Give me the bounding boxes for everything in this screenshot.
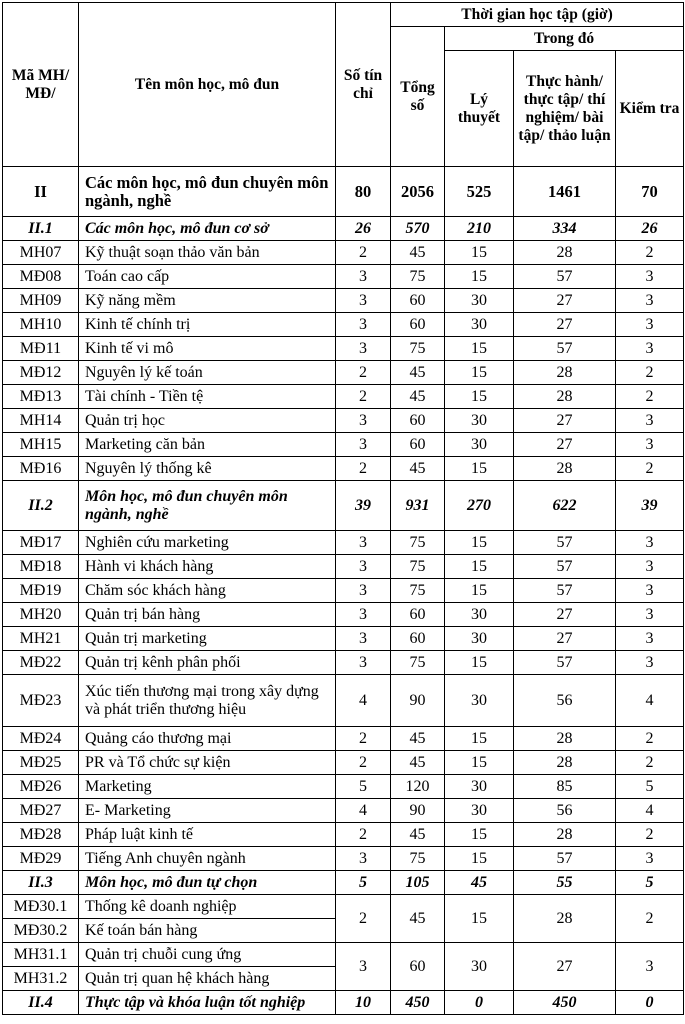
cell-exam: 3 (616, 627, 684, 651)
table-row (3, 799, 684, 823)
group-credits: 26 (336, 217, 391, 241)
group-total: 105 (391, 871, 445, 895)
cell-code: MĐ17 (3, 531, 79, 555)
cell-theory: 30 (445, 433, 514, 457)
cell-exam: 2 (616, 361, 684, 385)
cell-name: Pháp luật kinh tế (79, 823, 336, 847)
cell-total: 75 (391, 555, 445, 579)
section-total: 2056 (391, 167, 445, 217)
cell-total: 75 (391, 651, 445, 675)
cell-practice: 57 (514, 531, 616, 555)
cell-practice: 27 (514, 943, 616, 991)
cell-name: Quản trị chuỗi cung ứng (79, 943, 336, 967)
cell-code: MH15 (3, 433, 79, 457)
cell-name: Kinh tế chính trị (79, 313, 336, 337)
col-header-theory: Lý thuyết (445, 51, 514, 167)
cell-total: 45 (391, 241, 445, 265)
group-name: Thực tập và khóa luận tốt nghiệp (79, 991, 336, 1015)
cell-credits: 3 (336, 265, 391, 289)
col-header-time-group: Thời gian học tập (giờ) (391, 3, 684, 27)
group-theory: 270 (445, 481, 514, 531)
cell-theory: 15 (445, 361, 514, 385)
cell-exam: 3 (616, 313, 684, 337)
table-row (3, 531, 684, 555)
group-row (3, 991, 684, 1015)
cell-total: 75 (391, 579, 445, 603)
cell-practice: 28 (514, 823, 616, 847)
cell-credits: 3 (336, 603, 391, 627)
cell-name: Kinh tế vi mô (79, 337, 336, 361)
cell-practice: 27 (514, 289, 616, 313)
cell-total: 90 (391, 675, 445, 727)
cell-name: E- Marketing (79, 799, 336, 823)
cell-theory: 30 (445, 943, 514, 991)
section-code: II (3, 167, 79, 217)
cell-practice: 27 (514, 433, 616, 457)
cell-credits: 2 (336, 823, 391, 847)
cell-practice: 57 (514, 847, 616, 871)
cell-name: Kỹ thuật soạn thảo văn bản (79, 241, 336, 265)
cell-theory: 30 (445, 313, 514, 337)
col-header-code: Mã MH/ MĐ/ (3, 3, 79, 167)
group-row (3, 871, 684, 895)
cell-practice: 57 (514, 337, 616, 361)
cell-name: Marketing (79, 775, 336, 799)
cell-credits: 2 (336, 361, 391, 385)
cell-credits: 3 (336, 337, 391, 361)
cell-credits: 3 (336, 847, 391, 871)
col-header-exam: Kiểm tra (616, 51, 684, 167)
cell-theory: 30 (445, 603, 514, 627)
cell-code: MĐ13 (3, 385, 79, 409)
group-name: Các môn học, mô đun cơ sở (79, 217, 336, 241)
cell-total: 60 (391, 627, 445, 651)
cell-name: Nghiên cứu marketing (79, 531, 336, 555)
cell-code: MĐ22 (3, 651, 79, 675)
group-exam: 26 (616, 217, 684, 241)
cell-total: 75 (391, 337, 445, 361)
cell-exam: 2 (616, 895, 684, 943)
cell-theory: 15 (445, 727, 514, 751)
col-header-practice: Thực hành/ thực tập/ thí nghiệm/ bài tập/ thảo luận (514, 51, 616, 167)
cell-theory: 30 (445, 775, 514, 799)
cell-total: 60 (391, 409, 445, 433)
cell-theory: 15 (445, 751, 514, 775)
cell-theory: 15 (445, 823, 514, 847)
cell-exam: 2 (616, 823, 684, 847)
cell-name: Kỹ năng mềm (79, 289, 336, 313)
cell-total: 90 (391, 799, 445, 823)
table-row (3, 385, 684, 409)
cell-code: MĐ30.2 (3, 919, 79, 943)
cell-theory: 30 (445, 675, 514, 727)
cell-exam: 2 (616, 751, 684, 775)
cell-code: MĐ26 (3, 775, 79, 799)
col-header-name: Tên môn học, mô đun (79, 3, 336, 167)
cell-practice: 27 (514, 603, 616, 627)
cell-name: Quảng cáo thương mại (79, 727, 336, 751)
cell-name: Quản trị marketing (79, 627, 336, 651)
cell-name: Tài chính - Tiền tệ (79, 385, 336, 409)
cell-name: Quản trị quan hệ khách hàng (79, 967, 336, 991)
table-row (3, 433, 684, 457)
group-credits: 5 (336, 871, 391, 895)
table-row (3, 241, 684, 265)
cell-practice: 27 (514, 313, 616, 337)
group-name: Môn học, mô đun chuyên môn ngành, nghề (79, 481, 336, 531)
group-exam: 5 (616, 871, 684, 895)
elective-row (3, 943, 684, 967)
cell-exam: 3 (616, 289, 684, 313)
cell-practice: 28 (514, 385, 616, 409)
group-theory: 45 (445, 871, 514, 895)
cell-credits: 3 (336, 651, 391, 675)
cell-total: 120 (391, 775, 445, 799)
table-row (3, 361, 684, 385)
table-row (3, 555, 684, 579)
cell-exam: 3 (616, 579, 684, 603)
cell-exam: 3 (616, 337, 684, 361)
cell-credits: 2 (336, 457, 391, 481)
cell-exam: 3 (616, 555, 684, 579)
cell-total: 60 (391, 943, 445, 991)
section-exam: 70 (616, 167, 684, 217)
group-practice: 450 (514, 991, 616, 1015)
cell-credits: 2 (336, 385, 391, 409)
cell-practice: 57 (514, 265, 616, 289)
cell-theory: 15 (445, 385, 514, 409)
table-row (3, 751, 684, 775)
cell-credits: 3 (336, 313, 391, 337)
cell-credits: 3 (336, 943, 391, 991)
table-row (3, 651, 684, 675)
group-total: 931 (391, 481, 445, 531)
group-code: II.2 (3, 481, 79, 531)
col-header-of-which: Trong đó (445, 27, 684, 51)
cell-total: 60 (391, 289, 445, 313)
cell-name: Quản trị học (79, 409, 336, 433)
section-practice: 1461 (514, 167, 616, 217)
table-row (3, 265, 684, 289)
cell-code: MĐ11 (3, 337, 79, 361)
group-name: Môn học, mô đun tự chọn (79, 871, 336, 895)
cell-exam: 3 (616, 409, 684, 433)
cell-practice: 28 (514, 241, 616, 265)
cell-theory: 15 (445, 847, 514, 871)
table-row (3, 823, 684, 847)
cell-name: Chăm sóc khách hàng (79, 579, 336, 603)
cell-credits: 3 (336, 531, 391, 555)
section-name: Các môn học, mô đun chuyên môn ngành, nghề (79, 167, 336, 217)
cell-name: Kế toán bán hàng (79, 919, 336, 943)
cell-exam: 3 (616, 943, 684, 991)
elective-row (3, 895, 684, 919)
cell-theory: 15 (445, 531, 514, 555)
cell-practice: 57 (514, 579, 616, 603)
cell-practice: 85 (514, 775, 616, 799)
cell-name: Nguyên lý thống kê (79, 457, 336, 481)
table-row (3, 337, 684, 361)
cell-credits: 3 (336, 555, 391, 579)
cell-total: 45 (391, 727, 445, 751)
cell-code: MĐ29 (3, 847, 79, 871)
cell-exam: 4 (616, 799, 684, 823)
cell-exam: 2 (616, 385, 684, 409)
cell-code: MĐ12 (3, 361, 79, 385)
group-row (3, 481, 684, 531)
table-row (3, 675, 684, 727)
cell-exam: 3 (616, 651, 684, 675)
cell-credits: 5 (336, 775, 391, 799)
cell-exam: 5 (616, 775, 684, 799)
cell-practice: 57 (514, 651, 616, 675)
group-credits: 39 (336, 481, 391, 531)
table-row (3, 627, 684, 651)
cell-exam: 3 (616, 847, 684, 871)
cell-credits: 3 (336, 627, 391, 651)
cell-theory: 30 (445, 409, 514, 433)
cell-exam: 3 (616, 603, 684, 627)
group-theory: 210 (445, 217, 514, 241)
cell-theory: 30 (445, 799, 514, 823)
group-total: 450 (391, 991, 445, 1015)
cell-code: MH07 (3, 241, 79, 265)
col-header-total: Tổng số (391, 27, 445, 167)
table-row (3, 409, 684, 433)
table-body (3, 167, 684, 1015)
cell-name: Tiếng Anh chuyên ngành (79, 847, 336, 871)
group-credits: 10 (336, 991, 391, 1015)
cell-credits: 4 (336, 799, 391, 823)
table-row (3, 289, 684, 313)
cell-practice: 28 (514, 361, 616, 385)
group-theory: 0 (445, 991, 514, 1015)
cell-credits: 2 (336, 895, 391, 943)
cell-theory: 30 (445, 627, 514, 651)
curriculum-table (2, 2, 684, 1015)
cell-practice: 27 (514, 627, 616, 651)
table-row (3, 603, 684, 627)
cell-exam: 3 (616, 433, 684, 457)
cell-practice: 28 (514, 895, 616, 943)
cell-code: MH21 (3, 627, 79, 651)
cell-theory: 15 (445, 241, 514, 265)
group-code: II.4 (3, 991, 79, 1015)
cell-exam: 3 (616, 531, 684, 555)
cell-total: 45 (391, 751, 445, 775)
cell-practice: 28 (514, 727, 616, 751)
section-row (3, 167, 684, 217)
cell-name: Thống kê doanh nghiệp (79, 895, 336, 919)
cell-practice: 56 (514, 675, 616, 727)
table-row (3, 775, 684, 799)
cell-code: MĐ28 (3, 823, 79, 847)
cell-code: MH31.1 (3, 943, 79, 967)
cell-theory: 15 (445, 457, 514, 481)
cell-credits: 3 (336, 289, 391, 313)
cell-theory: 15 (445, 651, 514, 675)
group-exam: 39 (616, 481, 684, 531)
cell-exam: 2 (616, 727, 684, 751)
col-header-credits: Số tín chỉ (336, 3, 391, 167)
cell-credits: 3 (336, 409, 391, 433)
cell-total: 75 (391, 847, 445, 871)
cell-theory: 30 (445, 289, 514, 313)
cell-code: MH31.2 (3, 967, 79, 991)
group-row (3, 217, 684, 241)
cell-code: MĐ30.1 (3, 895, 79, 919)
group-code: II.3 (3, 871, 79, 895)
cell-total: 60 (391, 433, 445, 457)
cell-code: MĐ19 (3, 579, 79, 603)
cell-theory: 15 (445, 579, 514, 603)
cell-code: MĐ23 (3, 675, 79, 727)
table-row (3, 847, 684, 871)
cell-theory: 15 (445, 337, 514, 361)
cell-theory: 15 (445, 265, 514, 289)
cell-name: Hành vi khách hàng (79, 555, 336, 579)
cell-credits: 4 (336, 675, 391, 727)
cell-credits: 3 (336, 433, 391, 457)
cell-practice: 28 (514, 457, 616, 481)
cell-practice: 57 (514, 555, 616, 579)
cell-total: 75 (391, 531, 445, 555)
group-practice: 55 (514, 871, 616, 895)
cell-code: MH14 (3, 409, 79, 433)
cell-code: MĐ27 (3, 799, 79, 823)
table-row (3, 579, 684, 603)
table-row (3, 727, 684, 751)
cell-credits: 2 (336, 241, 391, 265)
cell-name: PR và Tổ chức sự kiện (79, 751, 336, 775)
group-total: 570 (391, 217, 445, 241)
cell-total: 45 (391, 895, 445, 943)
cell-credits: 2 (336, 751, 391, 775)
cell-practice: 28 (514, 751, 616, 775)
cell-total: 45 (391, 457, 445, 481)
cell-name: Xúc tiến thương mại trong xây dựng và phát triển thương hiệu (79, 675, 336, 727)
cell-code: MĐ18 (3, 555, 79, 579)
cell-exam: 2 (616, 241, 684, 265)
cell-practice: 56 (514, 799, 616, 823)
cell-total: 45 (391, 823, 445, 847)
cell-exam: 3 (616, 265, 684, 289)
section-credits: 80 (336, 167, 391, 217)
cell-credits: 3 (336, 579, 391, 603)
cell-exam: 2 (616, 457, 684, 481)
group-exam: 0 (616, 991, 684, 1015)
group-practice: 334 (514, 217, 616, 241)
cell-code: MĐ08 (3, 265, 79, 289)
cell-total: 45 (391, 361, 445, 385)
cell-theory: 15 (445, 895, 514, 943)
group-practice: 622 (514, 481, 616, 531)
cell-code: MĐ16 (3, 457, 79, 481)
cell-total: 60 (391, 313, 445, 337)
cell-name: Quản trị bán hàng (79, 603, 336, 627)
cell-credits: 2 (336, 727, 391, 751)
group-code: II.1 (3, 217, 79, 241)
cell-practice: 27 (514, 409, 616, 433)
table-row (3, 457, 684, 481)
table-row (3, 313, 684, 337)
cell-code: MH10 (3, 313, 79, 337)
cell-code: MĐ24 (3, 727, 79, 751)
cell-total: 75 (391, 265, 445, 289)
cell-code: MH20 (3, 603, 79, 627)
cell-name: Quản trị kênh phân phối (79, 651, 336, 675)
section-theory: 525 (445, 167, 514, 217)
cell-name: Nguyên lý kế toán (79, 361, 336, 385)
cell-code: MH09 (3, 289, 79, 313)
cell-total: 45 (391, 385, 445, 409)
cell-exam: 4 (616, 675, 684, 727)
cell-code: MĐ25 (3, 751, 79, 775)
cell-name: Toán cao cấp (79, 265, 336, 289)
cell-total: 60 (391, 603, 445, 627)
cell-name: Marketing căn bản (79, 433, 336, 457)
cell-theory: 15 (445, 555, 514, 579)
